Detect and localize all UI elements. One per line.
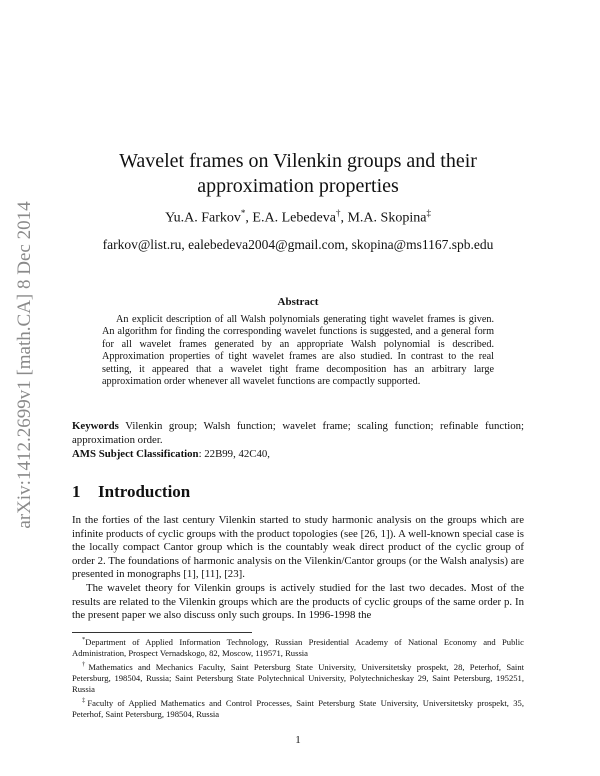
footnote-rule: [72, 632, 252, 633]
keywords-label: Keywords: [72, 420, 119, 432]
section-heading: [72, 482, 524, 502]
section-title: Introduction: [98, 482, 191, 501]
footnote-1-mark: *: [82, 636, 86, 643]
author-lebedeva-footnote-mark: †: [335, 208, 341, 218]
abstract-heading: Abstract: [277, 296, 319, 308]
author-skopina: M.A. Skopina: [347, 210, 427, 226]
footnote-3-mark: ‡: [82, 696, 88, 704]
keywords-line: [72, 420, 524, 447]
author-emails: farkov@list.ru, ealebedeva2004@gmail.com, skopina@ms1167.spb.edu: [102, 237, 494, 252]
abstract-text: An explicit description of all Walsh polynomials generating tight wavelet frames is given. An algorithm for finding the corresponding wavelet functions is suggested, and a general form for all wavelet frames generated by an appropriate Walsh polynomial is described. Approximation properties of tight wavelet frames are also studied. In contrast to the real setting, it appeared that a wavelet tight frame decomposition has an arbitrary large approximation order whenever all wavelet functions are compactly supported.: [102, 314, 494, 388]
author-skopina-footnote-mark: ‡: [426, 208, 431, 218]
footnote-2-mark: †: [82, 660, 89, 668]
intro-paragraph-1: In the forties of the last century Vilenkin started to study harmonic analysis on the groups which are infinite products of cyclic groups with the product topologies (see [26, 1]). A well-known special case is the locally compact Cantor group which is the countably weak direct product of the cyclic group of order 2. The foundations of harmonic analysis on the Vilenkin/Cantor groups (or the Walsh analysis) are presented in monographs [1], [11], [23].: [72, 514, 524, 581]
page-number: 1: [295, 734, 301, 746]
arxiv-sidebar-stamp: [8, 180, 42, 550]
author-farkov-footnote-mark: *: [240, 208, 246, 218]
footnote-1: [72, 634, 524, 659]
footnote-3-text: Faculty of Applied Mathematics and Control Processes, Saint Petersburg State University, Universitetsky prospekt, 35, Peterhof, Saint Petersburg, 198504, Russia: [72, 697, 525, 719]
author-lebedeva: E.A. Lebedeva: [252, 210, 336, 226]
title-line-2: approximation properties: [197, 175, 399, 197]
footnote-2-text: Mathematics and Mechanics Faculty, Saint Petersburg State University, Universitetsky prospekt, 28, Peterhof, Saint Petersburg, 198504, Russia; Saint Petersburg State Polytechnical University, Polytechnicheskay 29, Saint Petersburg, 195251, Russia: [72, 661, 524, 694]
keywords-text: Vilenkin group; Walsh function; wavelet frame; scaling function; refinable function; approximation order.: [72, 420, 524, 446]
section-number: 1: [72, 482, 81, 501]
footnote-3: [72, 695, 524, 720]
title-line-1: Wavelet frames on Vilenkin groups and their: [119, 150, 477, 172]
ams-label: AMS Subject Classification: [72, 448, 199, 460]
ams-codes: : 22B99, 42C40,: [198, 448, 270, 460]
arxiv-identifier: arXiv:1412.2699v1 [math.CA] 8 Dec 2014: [14, 201, 35, 529]
footnotes: [72, 634, 524, 720]
author-farkov: Yu.A. Farkov: [165, 210, 241, 226]
author-list: Yu.A. Farkov*, E.A. Lebedeva†, M.A. Skopina‡: [165, 208, 431, 226]
introduction-body: [72, 514, 524, 623]
ams-classification: [72, 448, 524, 460]
paper-title: [72, 149, 524, 199]
footnote-2: [72, 659, 524, 695]
footnote-1-text: Department of Applied Information Technology, Russian Presidential Academy of National Economy and Public Administration, Prospect Vernadskogo, 82, Moscow, 119571, Russia: [72, 636, 524, 658]
intro-paragraph-2: The wavelet theory for Vilenkin groups is actively studied for the last two decades. Most of the results are related to the Vilenkin groups which are the products of cyclic groups of the same order p. In the present paper we also discuss only such groups. In 1996-1998 the: [72, 581, 524, 622]
